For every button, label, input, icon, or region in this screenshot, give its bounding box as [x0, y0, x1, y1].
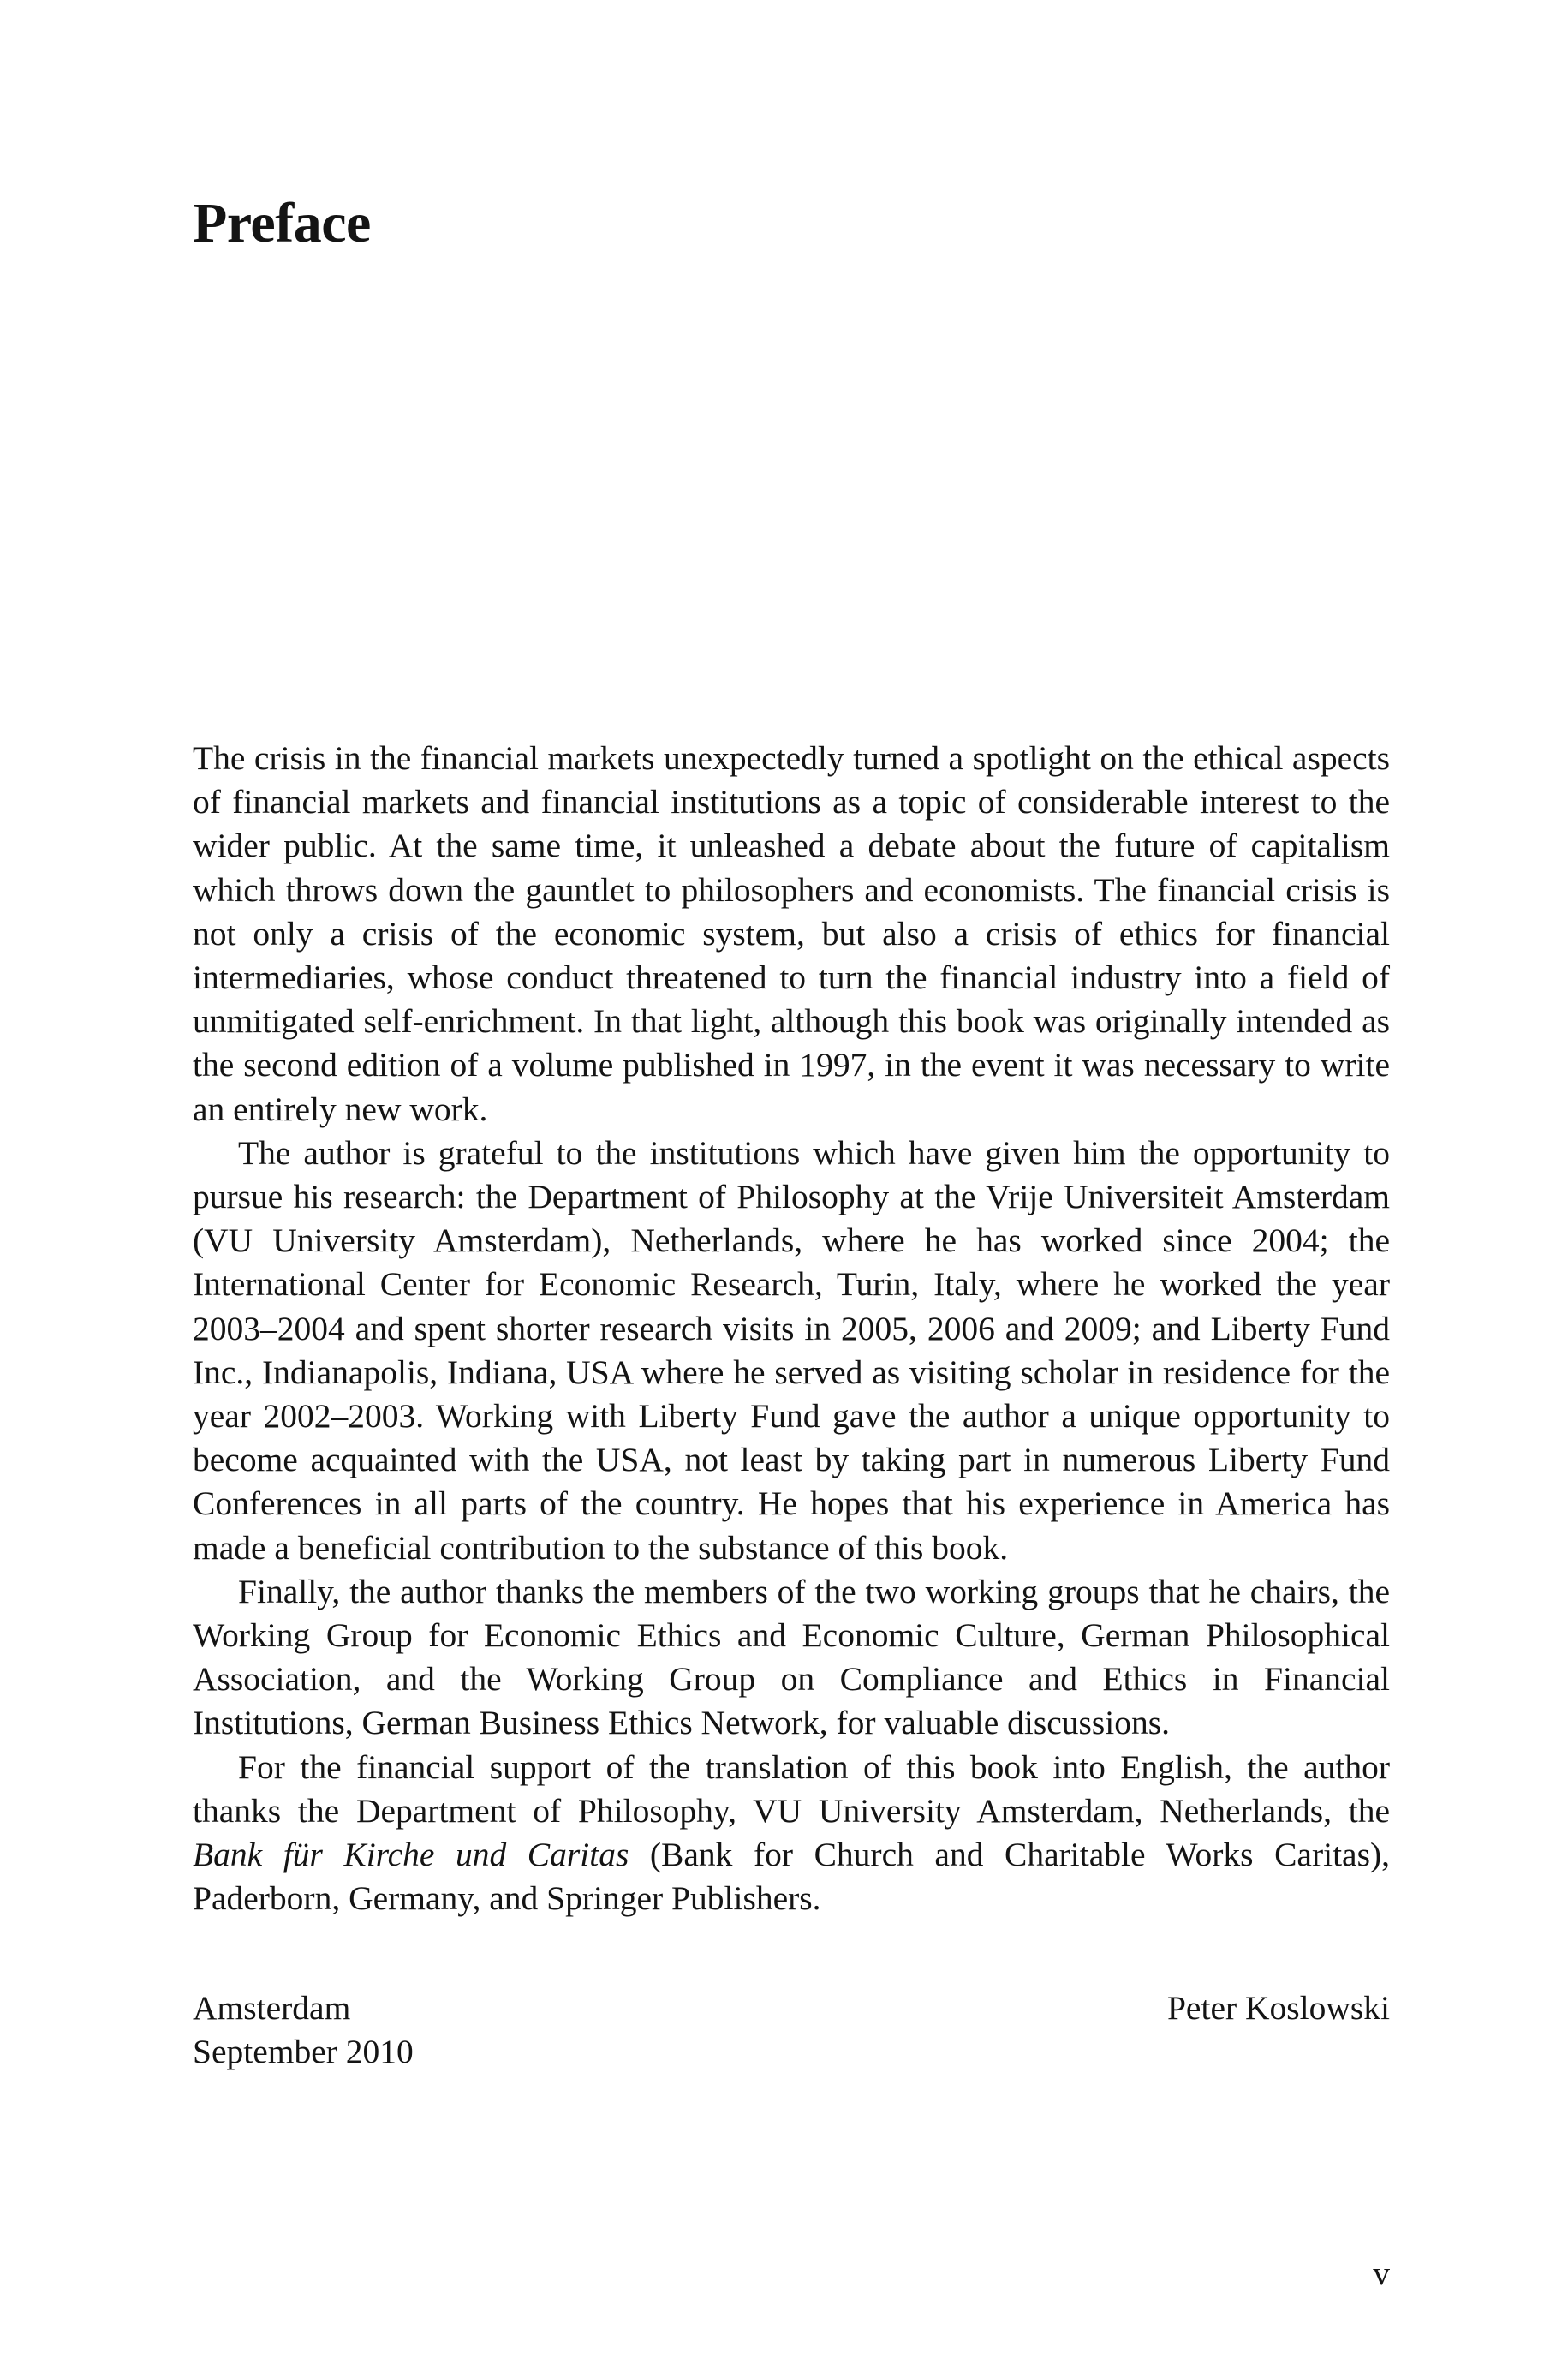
signoff-date: September 2010	[193, 2033, 414, 2071]
page-number: v	[1373, 2255, 1390, 2292]
signoff-place: Amsterdam	[193, 1989, 351, 2027]
signoff-place-date	[193, 1986, 414, 2074]
paragraph-text-after: (Bank for Church and Charitable Works Caritas), Paderborn, Germany, and Springer Publishers.	[193, 1836, 1390, 1918]
signoff-author: Peter Koslowski	[1166, 1989, 1390, 2027]
paragraph-crisis: The crisis in the financial markets unexpectedly turned a spotlight on the ethical aspects of financial markets and financial institutions as a topic of considerable interest to the wider public. At the same time, it unleashed a debate about the future of capitalism which throws down the gauntlet to philosophers and economists. The financial crisis is not only a crisis of the economic system, but also a crisis of ethics for financial intermediaries, whose conduct threatened to turn the financial industry into a field of unmitigated self-enrichment. In that light, although this book was originally intended as the second edition of a volume published in 1997, in the event it was necessary to write an entirely new work.	[193, 739, 1390, 1128]
paragraph-working-groups: Finally, the author thanks the members of the two working groups that he chairs, the Working Group for Economic Ethics and Economic Culture, German Philosophical Association, and the Working Group on Compliance and Ethics in Financial Institutions, German Business Ethics Network, for valuable discussions.	[193, 1572, 1390, 1742]
signoff	[193, 1986, 1390, 2074]
paragraph-text-before: For the financial support of the translation of this book into English, the author thanks the Department of Philosophy, VU University Amsterdam, Netherlands, the	[193, 1747, 1390, 1830]
bank-name-italic: Bank für Kirche und Caritas	[193, 1836, 629, 1874]
paragraph-financial-support	[193, 1746, 1390, 1921]
page-title: Preface	[193, 192, 371, 254]
paragraph-institutions: The author is grateful to the institutions which have given him the opportunity to pursue his research: the Department of Philosophy at the Vrije Universiteit Amsterdam (VU University Amsterdam), Netherlands, where he has worked since 2004; the International Center for Economic Research, Turin, Italy, where he worked the year 2003–2004 and spent shorter research visits in 2005, 2006 and 2009; and Liberty Fund Inc., Indianapolis, Indiana, USA where he served as visiting scholar in residence for the year 2002–2003. Working with Liberty Fund gave the author a unique opportunity to become acquainted with the USA, not least by taking part in numerous Liberty Fund Conferences in all parts of the country. He hopes that his experience in America has made a beneficial contribution to the substance of this book.	[193, 1133, 1390, 1567]
preface-body	[193, 737, 1390, 1920]
